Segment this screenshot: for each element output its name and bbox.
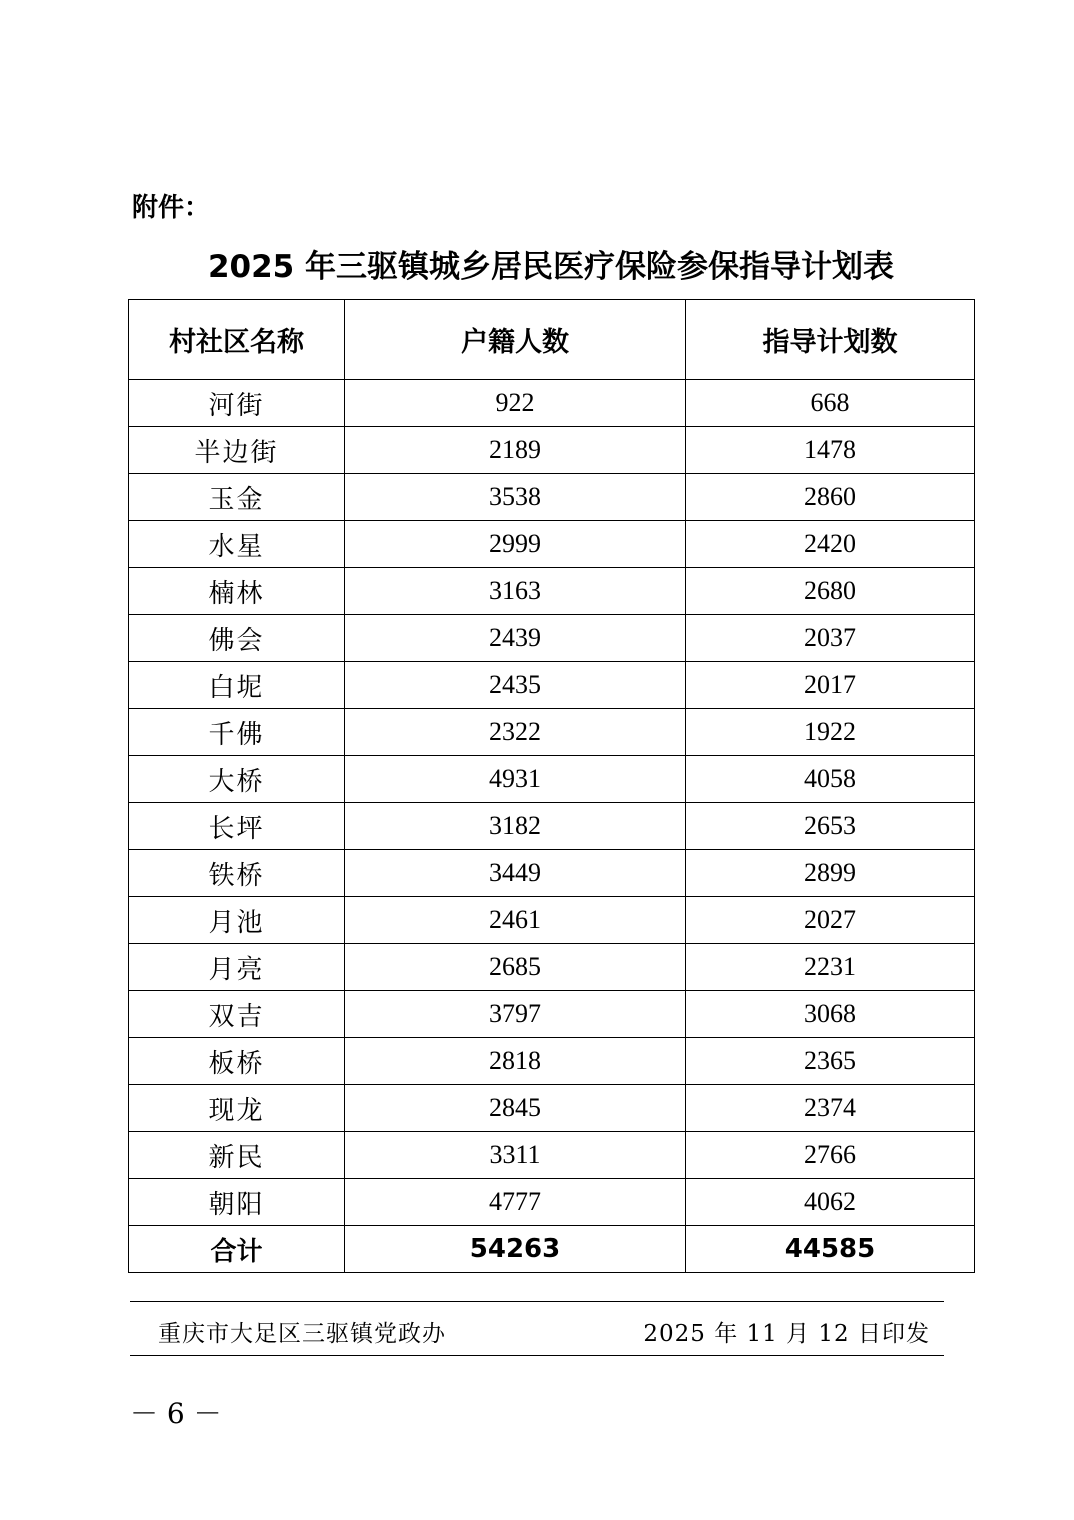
population-cell: 3538	[345, 474, 686, 521]
colophon-top-rule	[130, 1301, 944, 1302]
village-name-cell: 板桥	[129, 1038, 345, 1085]
population-cell: 2461	[345, 897, 686, 944]
table-header-row	[129, 300, 975, 380]
village-name-cell: 楠林	[129, 568, 345, 615]
plan-target-cell: 4062	[686, 1179, 975, 1226]
village-name-cell: 大桥	[129, 756, 345, 803]
population-cell: 2818	[345, 1038, 686, 1085]
village-name-cell: 朝阳	[129, 1179, 345, 1226]
population-cell: 2439	[345, 615, 686, 662]
insurance-plan-table	[128, 299, 975, 1273]
population-cell: 2685	[345, 944, 686, 991]
table-row	[129, 944, 975, 991]
table-row	[129, 1038, 975, 1085]
table-row	[129, 521, 975, 568]
village-name-cell: 铁桥	[129, 850, 345, 897]
table-row	[129, 474, 975, 521]
issue-date: 2025 年 11 月 12 日印发	[643, 1321, 930, 1347]
village-name-cell: 月池	[129, 897, 345, 944]
population-cell: 3163	[345, 568, 686, 615]
header-registered-population: 户籍人数	[345, 300, 686, 380]
total-row	[129, 1226, 975, 1273]
plan-target-cell: 2860	[686, 474, 975, 521]
population-cell: 2322	[345, 709, 686, 756]
plan-target-cell: 3068	[686, 991, 975, 1038]
plan-target-cell: 2365	[686, 1038, 975, 1085]
population-cell: 3797	[345, 991, 686, 1038]
plan-target-cell: 2899	[686, 850, 975, 897]
village-name-cell: 千佛	[129, 709, 345, 756]
population-cell: 2845	[345, 1085, 686, 1132]
header-plan-target: 指导计划数	[686, 300, 975, 380]
table-row	[129, 662, 975, 709]
village-name-cell: 玉金	[129, 474, 345, 521]
village-name-cell: 长坪	[129, 803, 345, 850]
total-population-cell: 54263	[345, 1226, 686, 1273]
plan-target-cell: 2653	[686, 803, 975, 850]
attachment-label: 附件：	[132, 193, 211, 223]
population-cell: 3449	[345, 850, 686, 897]
table-row	[129, 709, 975, 756]
table-row	[129, 803, 975, 850]
population-cell: 4931	[345, 756, 686, 803]
population-cell: 2999	[345, 521, 686, 568]
village-name-cell: 双吉	[129, 991, 345, 1038]
plan-target-cell: 2420	[686, 521, 975, 568]
table-row	[129, 427, 975, 474]
table-row	[129, 1132, 975, 1179]
village-name-cell: 佛会	[129, 615, 345, 662]
village-name-cell: 半边街	[129, 427, 345, 474]
village-name-cell: 水星	[129, 521, 345, 568]
issuer-name: 重庆市大足区三驱镇党政办	[158, 1321, 446, 1347]
table-row	[129, 991, 975, 1038]
plan-target-cell: 2680	[686, 568, 975, 615]
village-name-cell: 现龙	[129, 1085, 345, 1132]
colophon	[130, 1314, 944, 1354]
total-plan-target-cell: 44585	[686, 1226, 975, 1273]
plan-target-cell: 2374	[686, 1085, 975, 1132]
plan-target-cell: 668	[686, 380, 975, 427]
population-cell: 4777	[345, 1179, 686, 1226]
population-cell: 2435	[345, 662, 686, 709]
population-cell: 3182	[345, 803, 686, 850]
plan-target-cell: 2037	[686, 615, 975, 662]
total-label-cell: 合计	[129, 1226, 345, 1273]
population-cell: 922	[345, 380, 686, 427]
colophon-bottom-rule	[130, 1355, 944, 1356]
plan-target-cell: 2027	[686, 897, 975, 944]
plan-target-cell: 2231	[686, 944, 975, 991]
page-number: － 6 －	[130, 1397, 222, 1430]
table-row	[129, 568, 975, 615]
header-village-name: 村社区名称	[129, 300, 345, 380]
plan-target-cell: 4058	[686, 756, 975, 803]
village-name-cell: 河街	[129, 380, 345, 427]
table-row	[129, 897, 975, 944]
table-row	[129, 615, 975, 662]
village-name-cell: 白坭	[129, 662, 345, 709]
village-name-cell: 月亮	[129, 944, 345, 991]
table-row	[129, 1085, 975, 1132]
table-row	[129, 850, 975, 897]
village-name-cell: 新民	[129, 1132, 345, 1179]
population-cell: 2189	[345, 427, 686, 474]
table-row	[129, 380, 975, 427]
plan-target-cell: 1478	[686, 427, 975, 474]
population-cell: 3311	[345, 1132, 686, 1179]
plan-target-cell: 2766	[686, 1132, 975, 1179]
plan-target-cell: 2017	[686, 662, 975, 709]
table-row	[129, 1179, 975, 1226]
table-row	[129, 756, 975, 803]
document-title: 2025 年三驱镇城乡居民医疗保险参保指导计划表	[207, 249, 895, 285]
plan-target-cell: 1922	[686, 709, 975, 756]
